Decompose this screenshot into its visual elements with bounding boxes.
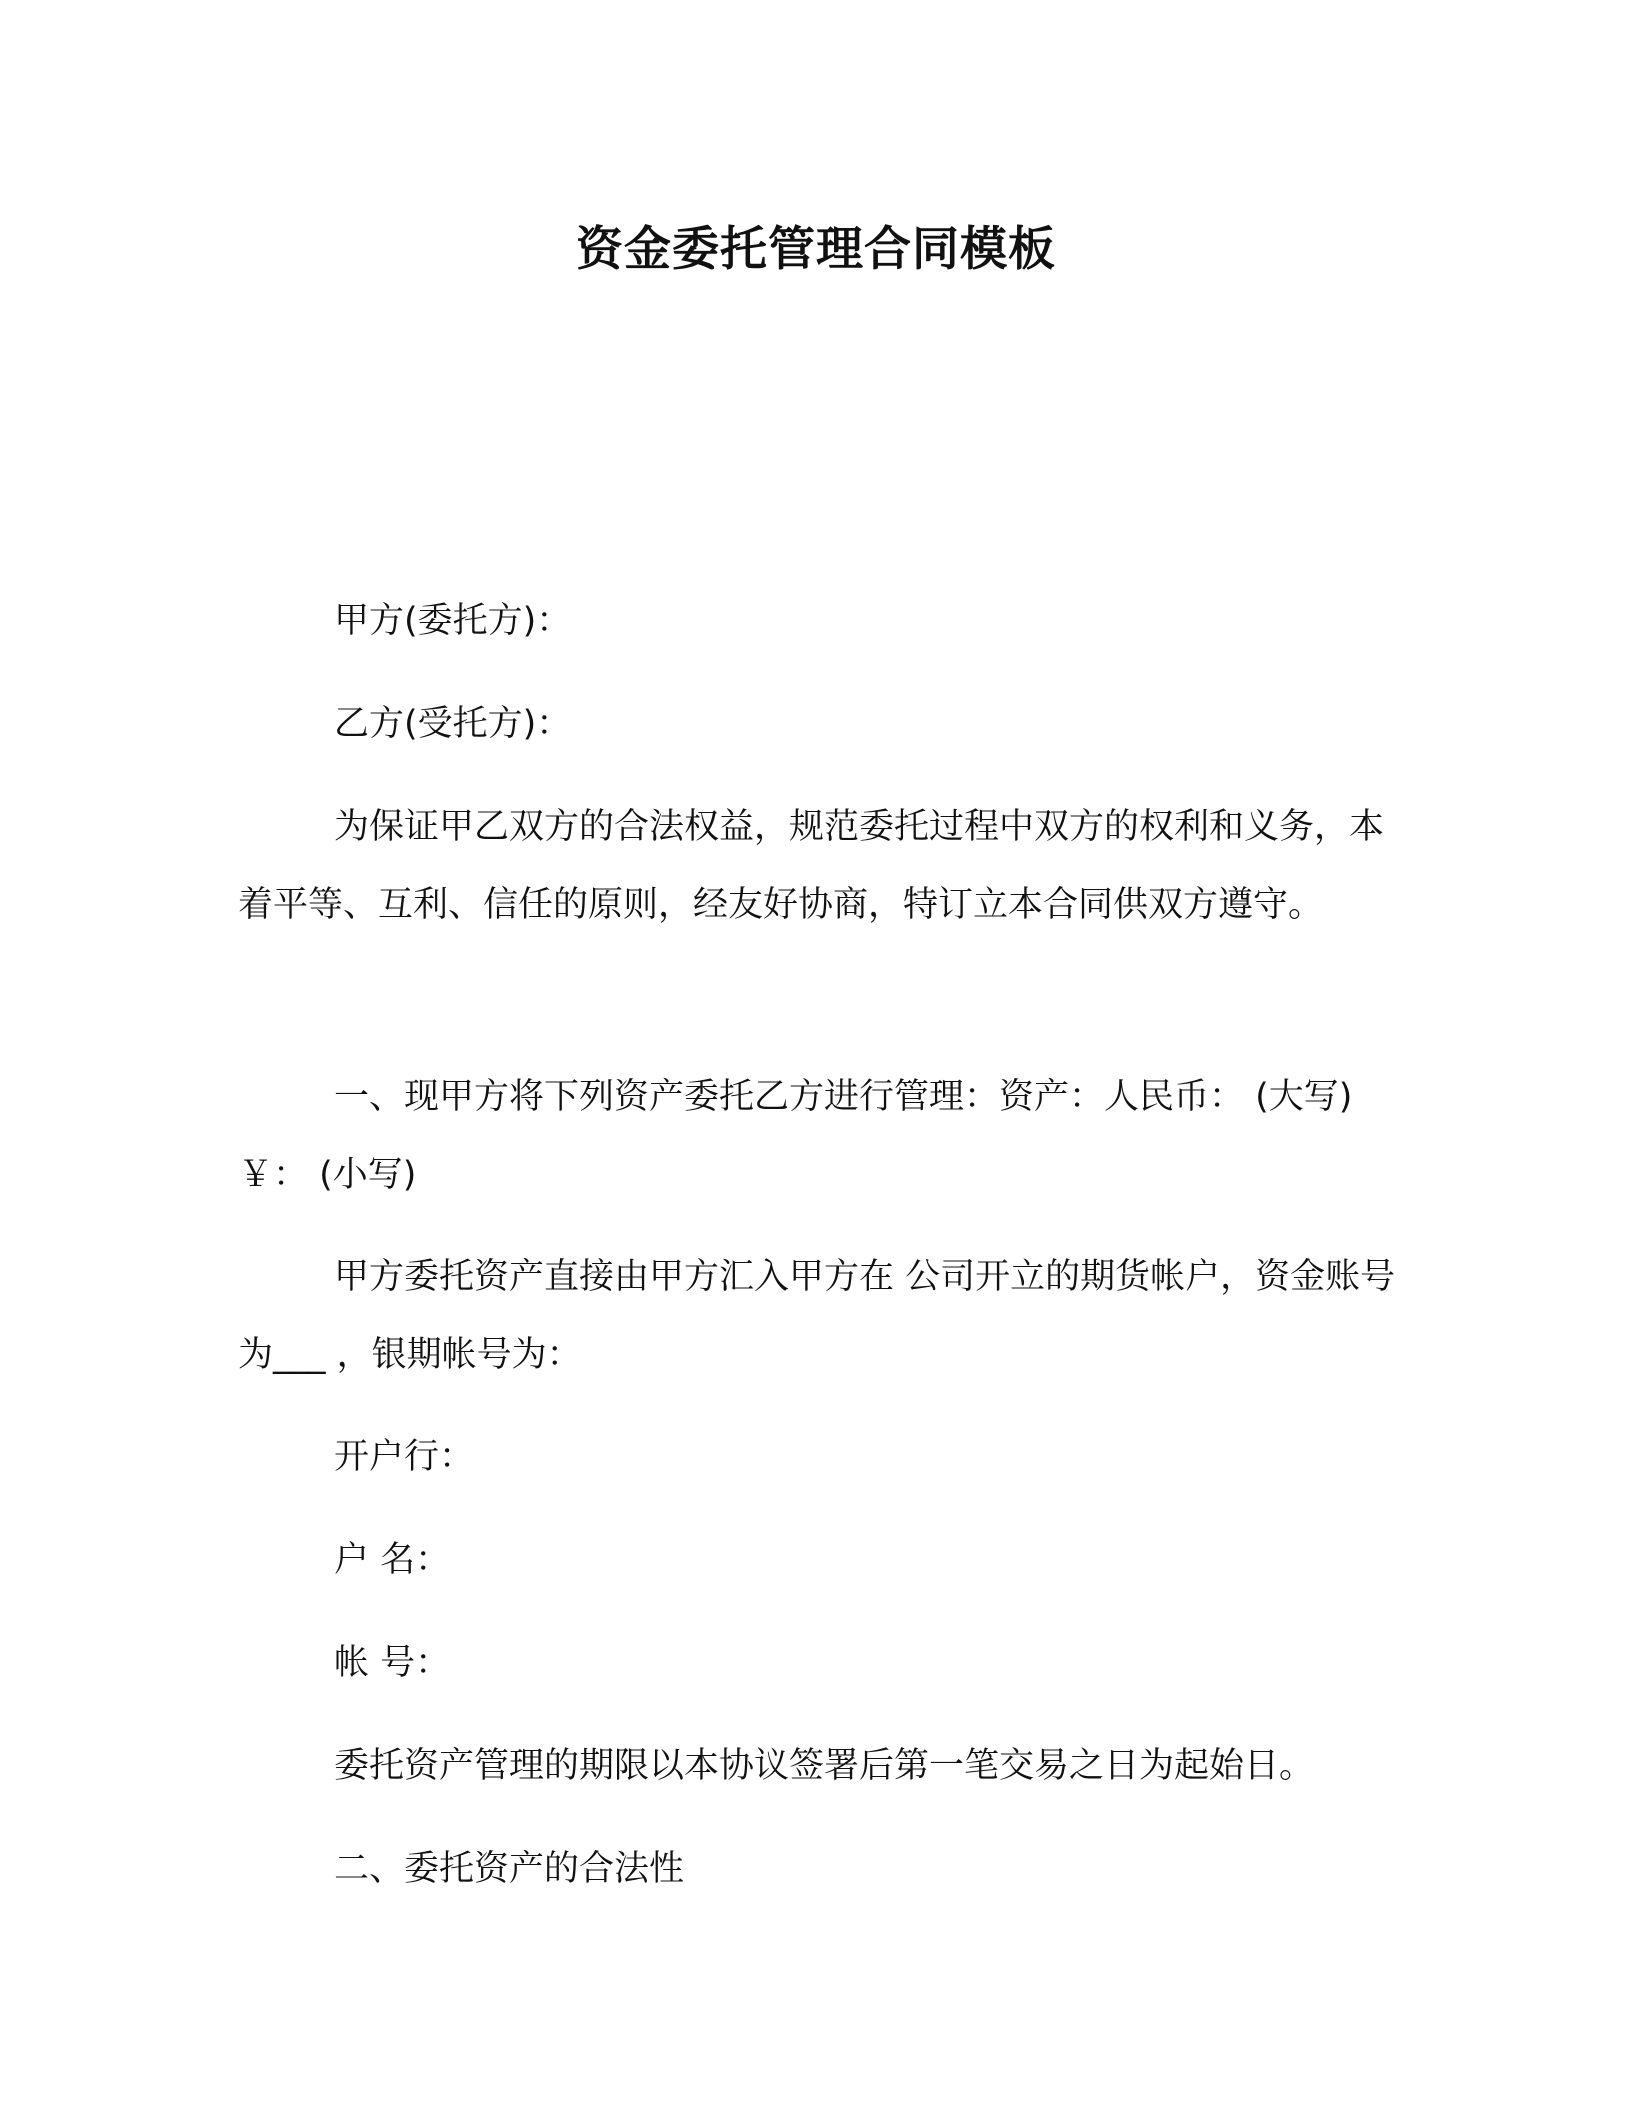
clause-2-heading: 二、委托资产的合法性 xyxy=(334,1849,685,1889)
term-paragraph: 委托资产管理的期限以本协议签署后第一笔交易之日为起始日。 xyxy=(334,1746,1315,1786)
party-a-line: 甲方(委托方)： xyxy=(334,601,572,641)
account-number-line: 帐 号： xyxy=(334,1643,451,1683)
bank-line: 开户行： xyxy=(334,1437,475,1477)
preamble-paragraph: 为保证甲乙双方的合法权益，规范委托过程中双方的权利和义务，本着平等、互利、信任的原则，经友好协商，特订立本合同供双方遵守。 xyxy=(238,807,1385,925)
party-b-line: 乙方(受托方)： xyxy=(334,704,572,744)
transfer-paragraph: 甲方委托资产直接由甲方汇入甲方在 公司开立的期货帐户，资金账号为___ ，银期帐号为： xyxy=(238,1257,1396,1375)
clause-1-paragraph: 一、现甲方将下列资产委托乙方进行管理：资产：人民币： (大写)￥： (小写) xyxy=(238,1077,1353,1195)
account-name-line: 户 名： xyxy=(334,1540,451,1580)
document-title: 资金委托管理合同模板 xyxy=(576,222,1056,277)
